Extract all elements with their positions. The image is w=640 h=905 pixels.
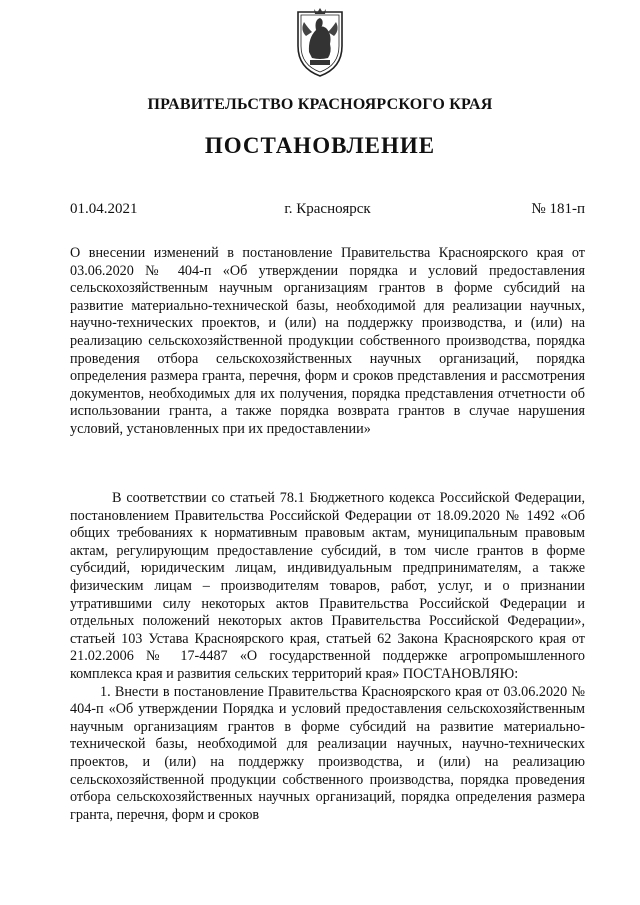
coat-of-arms-emblem [292, 6, 348, 78]
preamble-paragraph: В соответствии со статьей 78.1 Бюджетного кодекса Российской Федерации, постановлением Правительства Российской Федерации от 18.09.2020 № 1492 «Об общих требованиях к нормативным правовым актам, муниципальным правовым актам, регулирующим предоставление субсидий, в том числе грантов в форме субсидий, юридическим лицам, индивидуальным предпринимателям, а также физическим лицам – производителям товаров, работ, услуг, и о признании утратившими силу некоторых актов Правительства Российской Федерации и отдельных положений некоторых актов Правительства Российской Федерации», статьей 103 Устава Красноярского края, статьей 62 Закона Красноярского края от 21.02.2006 № 17-4487 «О государственной поддержке агропромышленного комплекса края и развития сельских территорий края» ПОСТАНОВЛЯЮ: [70, 490, 585, 682]
document-date: 01.04.2021 [70, 201, 138, 217]
document-meta-row [70, 201, 585, 221]
document-subject: О внесении изменений в постановление Правительства Красноярского края от 03.06.2020 № 404-п «Об утверждении порядка и условий предоставления сельскохозяйственным научным организациям грантов в форме субсидий на развитие материально-технической базы, необходимой для реализации научных, научно-технических проектов, и (или) на поддержку производства, и (или) на реализацию сельскохозяйственной продукции собственного производства, порядка проведения отбора сельскохозяйственных научных организаций, порядка определения размера гранта, перечня, форм и сроков представления и рассмотрения документов, необходимых для их получения, порядка представления отчетности об использовании гранта, а также порядка возврата грантов в случае нарушения условий, установленных при их предоставлении» [70, 245, 585, 437]
document-number: № 181-п [531, 201, 585, 217]
document-type-title: ПОСТАНОВЛЕНИЕ [204, 133, 436, 158]
item-1-paragraph: 1. Внести в постановление Правительства Красноярского края от 03.06.2020 № 404-п «Об утверждении Порядка и условий предоставления сельскохозяйственным научным организациям грантов в форме субсидий на развитие материально-технической базы, необходимой для реализации научных, научно-технических проектов, и (или) на поддержку производства, и (или) на реализацию сельскохозяйственной продукции собственного производства, порядка проведения отбора сельскохозяйственных научных организаций, порядка определения размера гранта, перечня, форм и сроков [70, 683, 585, 823]
document-city: г. Красноярск [284, 201, 371, 217]
document-body [70, 490, 585, 824]
government-name: ПРАВИТЕЛЬСТВО КРАСНОЯРСКОГО КРАЯ [147, 96, 493, 113]
